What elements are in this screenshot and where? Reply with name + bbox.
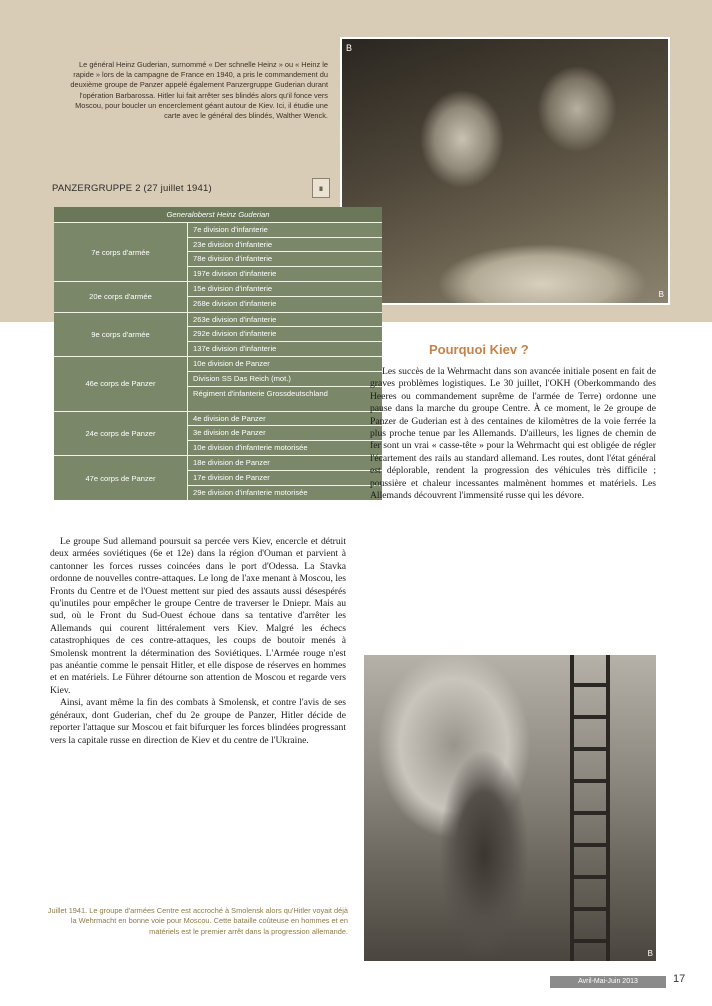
division-cell: 17e division de Panzer — [188, 471, 382, 486]
table-group — [54, 282, 382, 312]
paragraph: Les succès de la Wehrmacht dans son avancée initiale posent en fait de graves problèmes logistiques. Le 30 juillet, l'OKH (Oberkommando des Heeres ou commandement suprême de l'armée de Terre) ordonne une pause dans la marche du groupe Centre. À ce moment, le 2e groupe de Panzer de Guderian est à des centaines de kilomètres de la voie ferrée la plus proche tenue par les Allemands. D'ailleurs, les lignes de chemin de fer sont un vrai « casse-tête » pour la Wehrmacht qui est obligée de régler l'écartement des rails au standard allemand. Les routes, dont l'état général est déplorable, rendent la progression des véhicules très difficile ; poussière et chaleur incessantes malmènent hommes et matériels. Les Allemands découvrent l'immensité russe qui les dévore. — [370, 366, 656, 502]
paragraph: Le groupe Sud allemand poursuit sa percée vers Kiev, encercle et détruit deux armées soviétiques (6e et 12e) dans la région d'Ouman et parvient à cantonner les forces russes coincées dans le port d'Odessa. La Stavka ordonne de nouvelles contre-attaques. Le long de l'axe menant à Moscou, les Fronts du Centre et de l'Ouest mettent sur pied des assauts aussi désespérés qu'inutiles pour empêcher le groupe Centre de traverser le Dniepr. Mais au sud, où le Front du Sud-Ouest échoue dans sa tentative d'arrêter les Allemands qui courent littéralement vers Kiev. Malgré les échecs catastrophiques de ces contre-attaques, les coups de boutoir menés à Smolensk montrent la détermination des Soviétiques. L'Armée rouge n'est pas anéantie comme le pensait Hitler, et elle dispose de réserves en hommes et en matériels. Le Führer détourne son attention de Moscou et regarde vers Kiev. — [50, 536, 346, 696]
division-cell: 263e division d'infanterie — [188, 313, 382, 328]
divisions-list — [188, 223, 382, 281]
division-cell: 292e division d'infanterie — [188, 327, 382, 342]
corps-cell: 46e corps de Panzer — [54, 357, 188, 410]
corps-cell: 7e corps d'armée — [54, 223, 188, 281]
division-cell: 18e division de Panzer — [188, 456, 382, 471]
paragraph: Ainsi, avant même la fin des combats à Smolensk, et contre l'avis de ses généraux, dont Guderian, chef du 2e groupe de Panzer, Hitler décide de reporter l'attaque sur Moscou et fait bifurquer les forces blindées progressant vers la capitale russe en direction de Kiev et du centre de l'Ukraine. — [50, 697, 346, 746]
division-cell: 29e division d'infanterie motorisée — [193, 487, 308, 497]
division-cell: 78e division d'infanterie — [188, 252, 382, 267]
section-heading: Pourquoi Kiev ? — [429, 342, 529, 357]
division-cell: 137e division d'infanterie — [193, 343, 277, 353]
division-cell: 3e division de Panzer — [188, 426, 382, 441]
photo-credit-letter: B — [346, 43, 353, 53]
division-cell: Régiment d'infanterie Grossdeutschland — [193, 388, 328, 398]
divisions-list — [188, 412, 382, 456]
division-cell: 4e division de Panzer — [188, 412, 382, 427]
page-number: 17 — [673, 973, 686, 985]
division-cell: Division SS Das Reich (mot.) — [188, 372, 382, 387]
divisions-list — [188, 357, 382, 410]
corps-cell: 47e corps de Panzer — [54, 456, 188, 500]
issue-label: Avril-Mai-Juin 2013 — [550, 976, 666, 988]
photo-guderian-map — [340, 37, 670, 305]
corps-cell: 9e corps d'armée — [54, 313, 188, 357]
division-cell: 15e division d'infanterie — [188, 282, 382, 297]
body-text-right — [370, 366, 656, 502]
photo-caption-top: Le général Heinz Guderian, surnommé « Der schnelle Heinz » ou « Heinz le rapide » lors de la campagne de France en 1940, a pris le commandement du deuxième groupe de Panzer appelé également Panzergruppe Guderian durant l'opération Barbarossa. Hitler lui fait arrêter ses blindés alors qu'il fonce vers Moscou, pour boucler un encerclement géant autour de Kiev. Ici, il étudie une carte avec le général des blindés, Walther Wenck. — [70, 60, 328, 121]
table-group — [54, 313, 382, 358]
division-cell: 268e division d'infanterie — [193, 298, 277, 308]
division-cell: 197e division d'infanterie — [193, 268, 277, 278]
division-cell: 10e division de Panzer — [188, 357, 382, 372]
flag-icon: ∎ — [312, 178, 330, 198]
divisions-list — [188, 282, 382, 311]
divisions-list — [188, 456, 382, 500]
photo-caption-bottom: Juillet 1941. Le groupe d'armées Centre est accroché à Smolensk alors qu'Hitler voyait déjà la Wehrmacht en bonne voie pour Moscou. Cette bataille coûteuse en hommes et en matériels est le premier arrêt dans la progression allemande. — [47, 906, 348, 936]
table-group — [54, 357, 382, 411]
table-header: Generaloberst Heinz Guderian — [54, 207, 382, 223]
body-text-left — [50, 536, 346, 747]
table-title: PANZERGRUPPE 2 (27 juillet 1941) — [52, 183, 212, 194]
divisions-list — [188, 313, 382, 357]
photo-credit-badge: B — [658, 290, 664, 299]
corps-cell: 24e corps de Panzer — [54, 412, 188, 456]
table-group — [54, 456, 382, 500]
division-cell: 7e division d'infanterie — [188, 223, 382, 238]
ladder-shape — [570, 655, 610, 961]
photo-soldiers-advance — [364, 655, 656, 961]
photo-credit-badge: B — [647, 949, 653, 958]
division-cell: 23e division d'infanterie — [188, 238, 382, 253]
corps-cell: 20e corps d'armée — [54, 282, 188, 311]
order-of-battle-table — [54, 207, 382, 500]
division-cell: 10e division d'infanterie motorisée — [193, 442, 308, 452]
table-group — [54, 223, 382, 282]
table-group — [54, 412, 382, 457]
